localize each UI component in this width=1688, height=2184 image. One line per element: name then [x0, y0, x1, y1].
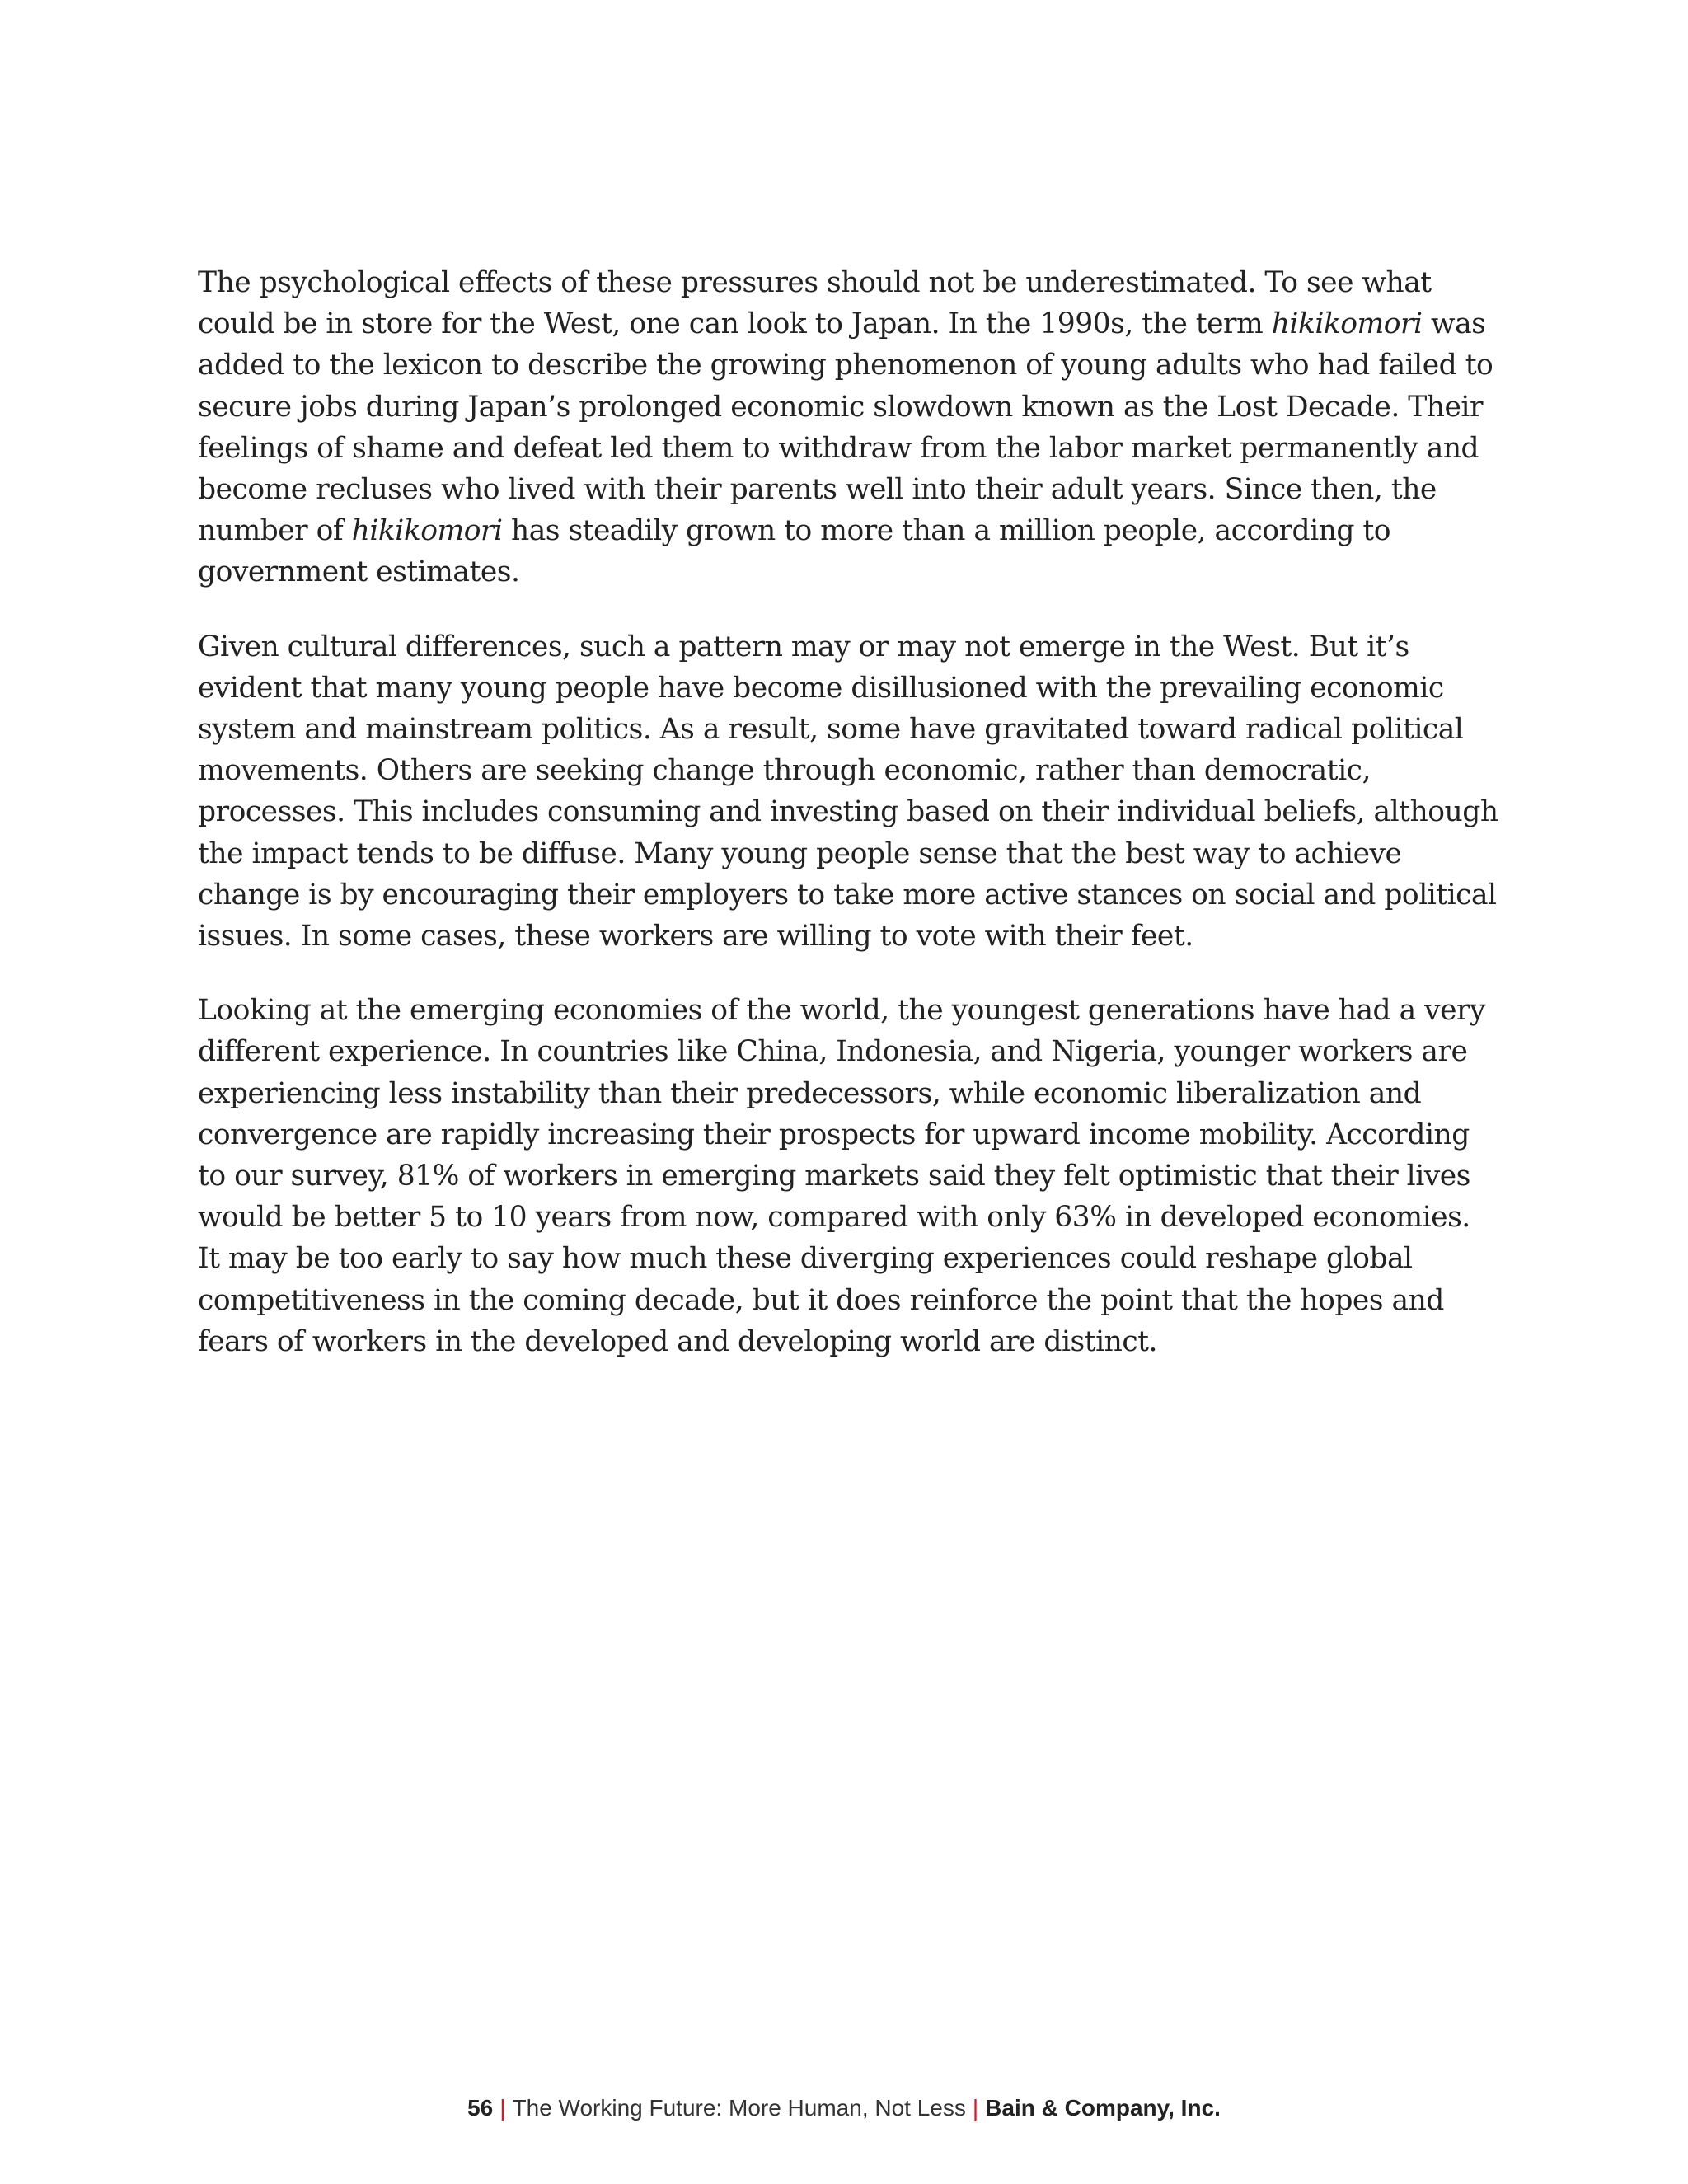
text-run-italic: hikikomori [351, 514, 503, 548]
footer-separator: | [499, 2095, 506, 2121]
paragraph-1 [198, 262, 1500, 593]
body-text [198, 262, 1507, 1395]
text-run: Given cultural differences, such a pattern may or may not emerge in the West. But it’s evident that many young people have become disillusioned with the prevailing economic system and mainstream politics. As a result, some have gravitated toward radical political movements. Others are seeking change through economic, rather than democratic, processes. This includes consuming and investing based on their individual beliefs, although the impact tends to be diffuse. Many young people sense that the best way to achieve change is by encouraging their employers to take more active stances on social and political issues. In some cases, these workers are willing to vote with their feet. [198, 630, 1507, 954]
footer-publisher: Bain & Company, Inc. [985, 2095, 1221, 2121]
text-run: Looking at the emerging economies of the world, the youngest generations have had a very different experience. In countries like China, Indonesia, and Nigeria, younger workers are experiencing less instability than their predecessors, while economic liberalization and convergence are rapidly increasing their prospects for upward income mobility. According to our survey, 81% of workers in emerging markets said they felt optimistic that their lives would be better 5 to 10 years from now, compared with only 63% in developed economies. It may be too early to say how much these diverging experiences could reshape global competitiveness in the coming decade, but it does reinforce the point that the hopes and fears of workers in the developed and developing world are distinct. [198, 994, 1494, 1358]
footer-document-title: The Working Future: More Human, Not Less [512, 2095, 966, 2121]
page-number: 56 [467, 2095, 494, 2121]
text-run-italic: hikikomori [1271, 307, 1423, 341]
page-footer [0, 2092, 1688, 2125]
paragraph-3 [198, 990, 1500, 1362]
text-run: was added to the lexicon to describe the growing phenomenon of young adults who had failed to secure jobs during Japan’s prolonged economic slowdown known as the Lost Decade. Their feelings of shame and defeat led them to withdraw from the labor market permanently and become recluses who lived with their parents well into their adult years. Since then, the number of [198, 307, 1502, 548]
paragraph-2 [198, 626, 1507, 958]
text-run: The psychological effects of these pressures should not be underestimated. To see what could be in store for the West, one can look to Japan. In the 1990s, the term [198, 266, 1441, 341]
footer-separator: | [972, 2095, 979, 2121]
text-run: has steadily grown to more than a million people, according to government estimates. [198, 514, 1400, 589]
